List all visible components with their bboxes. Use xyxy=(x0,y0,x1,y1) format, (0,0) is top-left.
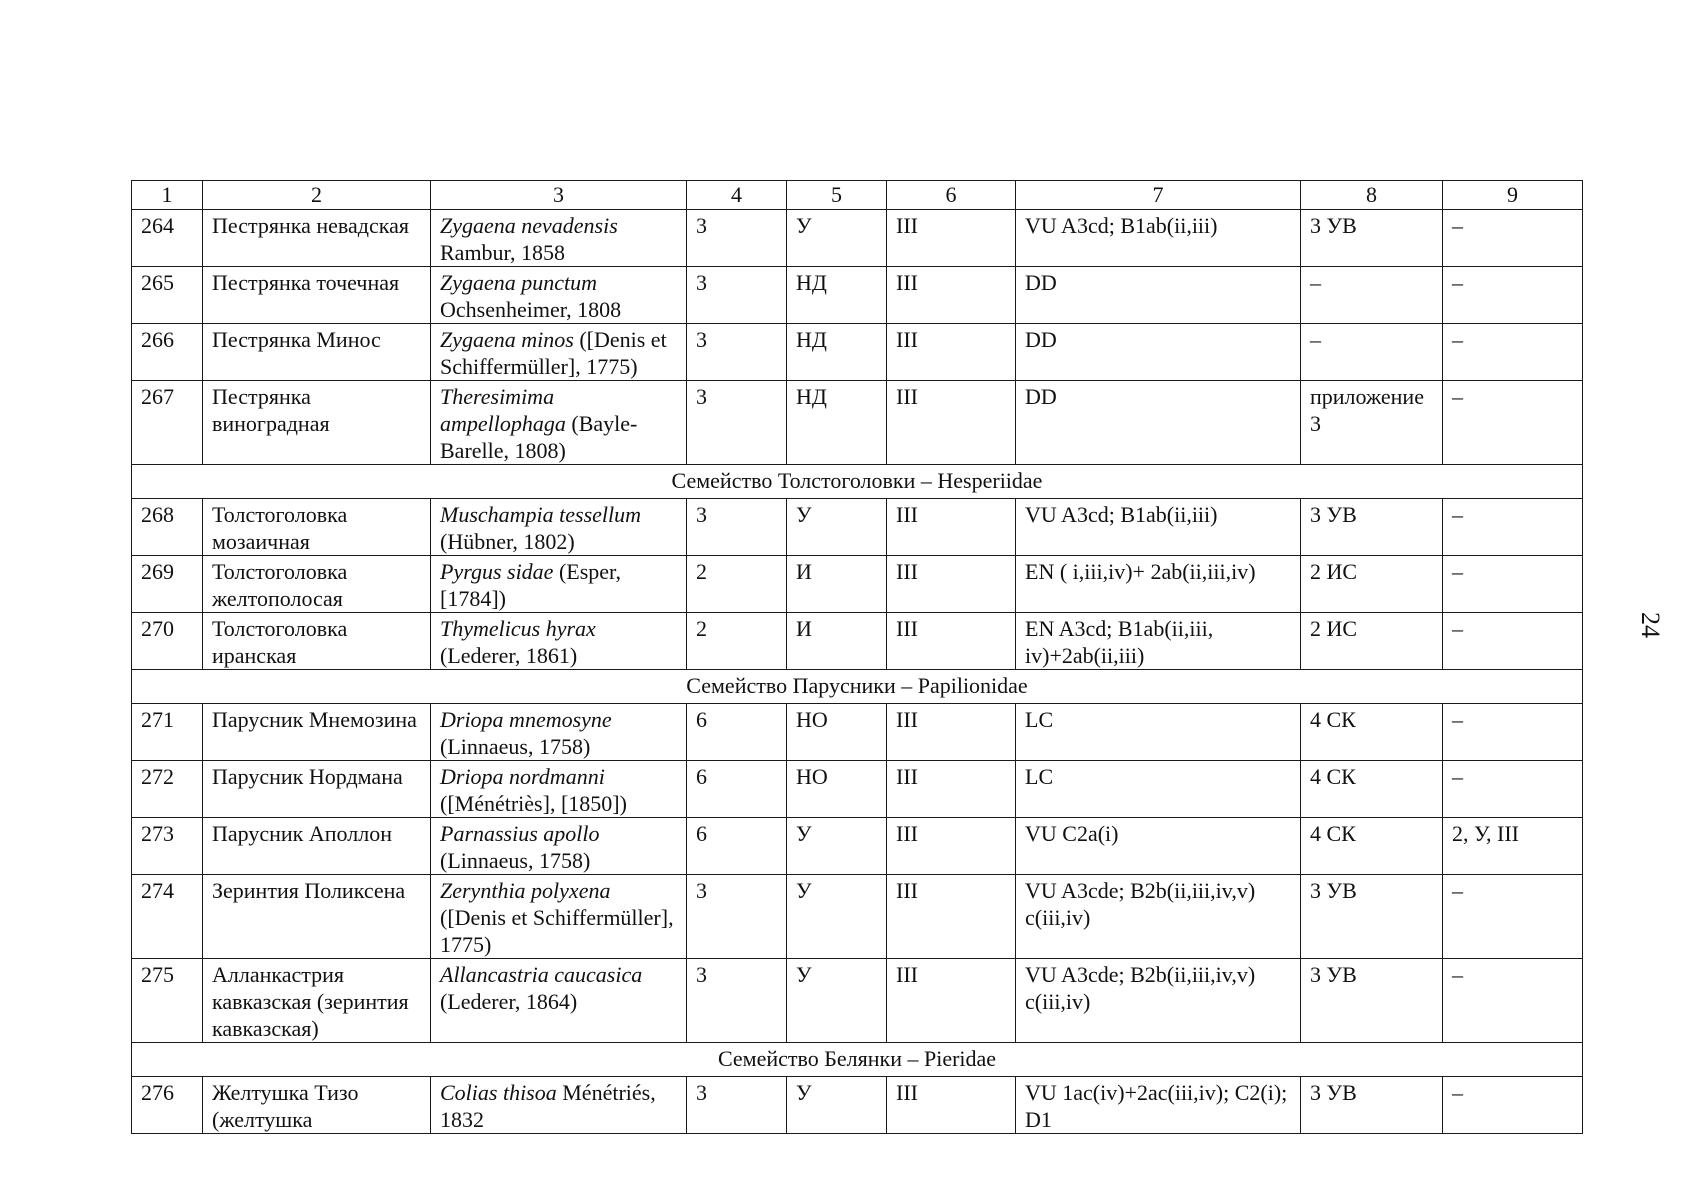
russian-name-cell: Толстоголовка иранская xyxy=(203,613,431,670)
latin-name-cell xyxy=(431,875,687,959)
column-8-cell: 3 УВ xyxy=(1301,1077,1443,1134)
table-row xyxy=(132,1077,1583,1134)
status-cell: У xyxy=(787,818,887,875)
column-header-row xyxy=(132,181,1583,210)
column-8-cell: 4 СК xyxy=(1301,761,1443,818)
column-6-cell: III xyxy=(887,381,1016,465)
row-number-cell: 264 xyxy=(132,210,203,267)
latin-name-cell xyxy=(431,210,687,267)
latin-author-year: (Lederer, 1864) xyxy=(440,989,578,1014)
latin-name-cell xyxy=(431,959,687,1043)
column-header: 7 xyxy=(1016,181,1301,210)
column-8-cell: 4 СК xyxy=(1301,704,1443,761)
latin-author-year: (Esper, [1784]) xyxy=(440,559,621,611)
table-row xyxy=(132,267,1583,324)
column-9-cell: – xyxy=(1443,499,1583,556)
status-cell: И xyxy=(787,556,887,613)
latin-author-year: (Hübner, 1802) xyxy=(440,529,575,554)
row-number-cell: 267 xyxy=(132,381,203,465)
latin-genus-species: Driopa nordmanni xyxy=(440,764,605,789)
row-number-cell: 271 xyxy=(132,704,203,761)
latin-name-cell xyxy=(431,613,687,670)
page-number: 24 xyxy=(1636,612,1665,638)
column-8-cell: – xyxy=(1301,324,1443,381)
column-9-cell: 2, У, III xyxy=(1443,818,1583,875)
iucn-criteria-cell: LC xyxy=(1016,704,1301,761)
family-header: Семейство Белянки – Pieridae xyxy=(132,1043,1583,1077)
table-row xyxy=(132,324,1583,381)
column-8-cell: 3 УВ xyxy=(1301,959,1443,1043)
column-header: 3 xyxy=(431,181,687,210)
row-number-cell: 265 xyxy=(132,267,203,324)
status-cell: НД xyxy=(787,381,887,465)
category-cell: 3 xyxy=(687,210,787,267)
status-cell: У xyxy=(787,1077,887,1134)
russian-name-cell: Парусник Аполлон xyxy=(203,818,431,875)
latin-genus-species: Driopa mnemosyne xyxy=(440,707,612,732)
latin-name-cell xyxy=(431,381,687,465)
column-9-cell: – xyxy=(1443,1077,1583,1134)
status-cell: НД xyxy=(787,324,887,381)
russian-name-cell: Желтушка Тизо (желтушка xyxy=(203,1077,431,1134)
latin-name-cell xyxy=(431,818,687,875)
row-number-cell: 272 xyxy=(132,761,203,818)
column-6-cell: III xyxy=(887,704,1016,761)
iucn-criteria-cell: VU C2a(i) xyxy=(1016,818,1301,875)
family-header-row xyxy=(132,670,1583,704)
status-cell: У xyxy=(787,499,887,556)
iucn-criteria-cell: EN A3cd; B1ab(ii,iii, iv)+2ab(ii,iii) xyxy=(1016,613,1301,670)
latin-author-year: Ochsenheimer, 1808 xyxy=(440,297,622,322)
table-body xyxy=(132,181,1583,1134)
column-9-cell: – xyxy=(1443,210,1583,267)
table-row xyxy=(132,556,1583,613)
iucn-criteria-cell: VU A3cde; B2b(ii,iii,iv,v) c(iii,iv) xyxy=(1016,875,1301,959)
iucn-criteria-cell: VU A3cde; B2b(ii,iii,iv,v) c(iii,iv) xyxy=(1016,959,1301,1043)
russian-name-cell: Зеринтия Поликсена xyxy=(203,875,431,959)
table-row xyxy=(132,959,1583,1043)
species-table xyxy=(131,180,1583,1134)
latin-genus-species: Zygaena minos xyxy=(440,327,574,352)
latin-genus-species: Allancastria caucasica xyxy=(440,962,643,987)
table-row xyxy=(132,381,1583,465)
row-number-cell: 266 xyxy=(132,324,203,381)
russian-name-cell: Пестрянка виноградная xyxy=(203,381,431,465)
status-cell: У xyxy=(787,210,887,267)
column-6-cell: III xyxy=(887,875,1016,959)
iucn-criteria-cell: VU A3cd; B1ab(ii,iii) xyxy=(1016,499,1301,556)
iucn-criteria-cell: DD xyxy=(1016,381,1301,465)
category-cell: 3 xyxy=(687,875,787,959)
latin-genus-species: Zygaena punctum xyxy=(440,270,598,295)
russian-name-cell: Парусник Нордмана xyxy=(203,761,431,818)
latin-author-year: (Linnaeus, 1758) xyxy=(440,734,591,759)
table-row xyxy=(132,210,1583,267)
column-9-cell: – xyxy=(1443,704,1583,761)
russian-name-cell: Пестрянка Минос xyxy=(203,324,431,381)
column-9-cell: – xyxy=(1443,556,1583,613)
status-cell: НО xyxy=(787,704,887,761)
family-header-row xyxy=(132,465,1583,499)
column-6-cell: III xyxy=(887,499,1016,556)
family-header: Семейство Толстоголовки – Hesperiidae xyxy=(132,465,1583,499)
latin-author-year: Ménétriés, 1832 xyxy=(440,1080,656,1132)
category-cell: 6 xyxy=(687,818,787,875)
status-cell: НО xyxy=(787,761,887,818)
category-cell: 2 xyxy=(687,613,787,670)
column-8-cell: – xyxy=(1301,267,1443,324)
category-cell: 3 xyxy=(687,324,787,381)
column-6-cell: III xyxy=(887,959,1016,1043)
column-6-cell: III xyxy=(887,761,1016,818)
column-9-cell: – xyxy=(1443,761,1583,818)
table-row xyxy=(132,818,1583,875)
row-number-cell: 269 xyxy=(132,556,203,613)
latin-genus-species: Zerynthia polyxena xyxy=(440,878,611,903)
status-cell: НД xyxy=(787,267,887,324)
column-9-cell: – xyxy=(1443,875,1583,959)
russian-name-cell: Толстоголовка желтополосая xyxy=(203,556,431,613)
column-header: 9 xyxy=(1443,181,1583,210)
latin-author-year: Rambur, 1858 xyxy=(440,240,565,265)
row-number-cell: 268 xyxy=(132,499,203,556)
column-6-cell: III xyxy=(887,556,1016,613)
latin-author-year: (Bayle-Barelle, 1808) xyxy=(440,411,638,463)
family-header: Семейство Парусники – Papilionidae xyxy=(132,670,1583,704)
column-6-cell: III xyxy=(887,210,1016,267)
iucn-criteria-cell: LC xyxy=(1016,761,1301,818)
column-header: 8 xyxy=(1301,181,1443,210)
row-number-cell: 276 xyxy=(132,1077,203,1134)
column-6-cell: III xyxy=(887,818,1016,875)
latin-author-year: (Lederer, 1861) xyxy=(440,643,578,668)
category-cell: 3 xyxy=(687,381,787,465)
latin-genus-species: Thymelicus hyrax xyxy=(440,616,596,641)
column-6-cell: III xyxy=(887,324,1016,381)
column-8-cell: 3 УВ xyxy=(1301,210,1443,267)
iucn-criteria-cell: DD xyxy=(1016,267,1301,324)
russian-name-cell: Парусник Мнемозина xyxy=(203,704,431,761)
table-row xyxy=(132,875,1583,959)
iucn-criteria-cell: EN ( i,iii,iv)+ 2ab(ii,iii,iv) xyxy=(1016,556,1301,613)
category-cell: 3 xyxy=(687,499,787,556)
row-number-cell: 274 xyxy=(132,875,203,959)
column-8-cell: 3 УВ xyxy=(1301,875,1443,959)
table-row xyxy=(132,499,1583,556)
column-6-cell: III xyxy=(887,613,1016,670)
column-header: 4 xyxy=(687,181,787,210)
latin-author-year: ([Denis et Schiffermüller], 1775) xyxy=(440,905,674,957)
latin-name-cell xyxy=(431,267,687,324)
latin-genus-species: Muschampia tessellum xyxy=(440,502,642,527)
row-number-cell: 275 xyxy=(132,959,203,1043)
family-header-row xyxy=(132,1043,1583,1077)
status-cell: У xyxy=(787,875,887,959)
column-9-cell: – xyxy=(1443,959,1583,1043)
column-header: 5 xyxy=(787,181,887,210)
status-cell: У xyxy=(787,959,887,1043)
iucn-criteria-cell: VU A3cd; B1ab(ii,iii) xyxy=(1016,210,1301,267)
latin-genus-species: Theresimima ampellophaga xyxy=(440,384,566,436)
column-header: 6 xyxy=(887,181,1016,210)
latin-author-year: (Linnaeus, 1758) xyxy=(440,848,591,873)
column-8-cell: 3 УВ xyxy=(1301,499,1443,556)
table-row xyxy=(132,704,1583,761)
latin-author-year: ([Denis et Schiffermüller], 1775) xyxy=(440,327,667,379)
column-8-cell: приложение 3 xyxy=(1301,381,1443,465)
latin-genus-species: Colias thisoa xyxy=(440,1080,557,1105)
table-row xyxy=(132,761,1583,818)
category-cell: 6 xyxy=(687,761,787,818)
category-cell: 6 xyxy=(687,704,787,761)
column-9-cell: – xyxy=(1443,381,1583,465)
latin-author-year: ([Ménétriès], [1850]) xyxy=(440,791,627,816)
column-9-cell: – xyxy=(1443,613,1583,670)
russian-name-cell: Толстоголовка мозаичная xyxy=(203,499,431,556)
table-row xyxy=(132,613,1583,670)
column-9-cell: – xyxy=(1443,267,1583,324)
russian-name-cell: Пестрянка невадская xyxy=(203,210,431,267)
column-header: 1 xyxy=(132,181,203,210)
column-6-cell: III xyxy=(887,267,1016,324)
latin-name-cell xyxy=(431,1077,687,1134)
category-cell: 2 xyxy=(687,556,787,613)
russian-name-cell: Алланкастрия кавказская (зеринтия кавказская) xyxy=(203,959,431,1043)
column-8-cell: 4 СК xyxy=(1301,818,1443,875)
column-header: 2 xyxy=(203,181,431,210)
russian-name-cell: Пестрянка точечная xyxy=(203,267,431,324)
column-8-cell: 2 ИС xyxy=(1301,613,1443,670)
category-cell: 3 xyxy=(687,267,787,324)
status-cell: И xyxy=(787,613,887,670)
row-number-cell: 270 xyxy=(132,613,203,670)
latin-genus-species: Zygaena nevadensis xyxy=(440,213,618,238)
row-number-cell: 273 xyxy=(132,818,203,875)
latin-genus-species: Pyrgus sidae xyxy=(440,559,554,584)
category-cell: 3 xyxy=(687,1077,787,1134)
column-6-cell: III xyxy=(887,1077,1016,1134)
category-cell: 3 xyxy=(687,959,787,1043)
iucn-criteria-cell: VU 1ac(iv)+2ac(iii,iv); C2(i); D1 xyxy=(1016,1077,1301,1134)
column-8-cell: 2 ИС xyxy=(1301,556,1443,613)
latin-name-cell xyxy=(431,324,687,381)
latin-name-cell xyxy=(431,704,687,761)
latin-name-cell xyxy=(431,499,687,556)
column-9-cell: – xyxy=(1443,324,1583,381)
latin-name-cell xyxy=(431,761,687,818)
latin-genus-species: Parnassius apollo xyxy=(440,821,600,846)
iucn-criteria-cell: DD xyxy=(1016,324,1301,381)
latin-name-cell xyxy=(431,556,687,613)
